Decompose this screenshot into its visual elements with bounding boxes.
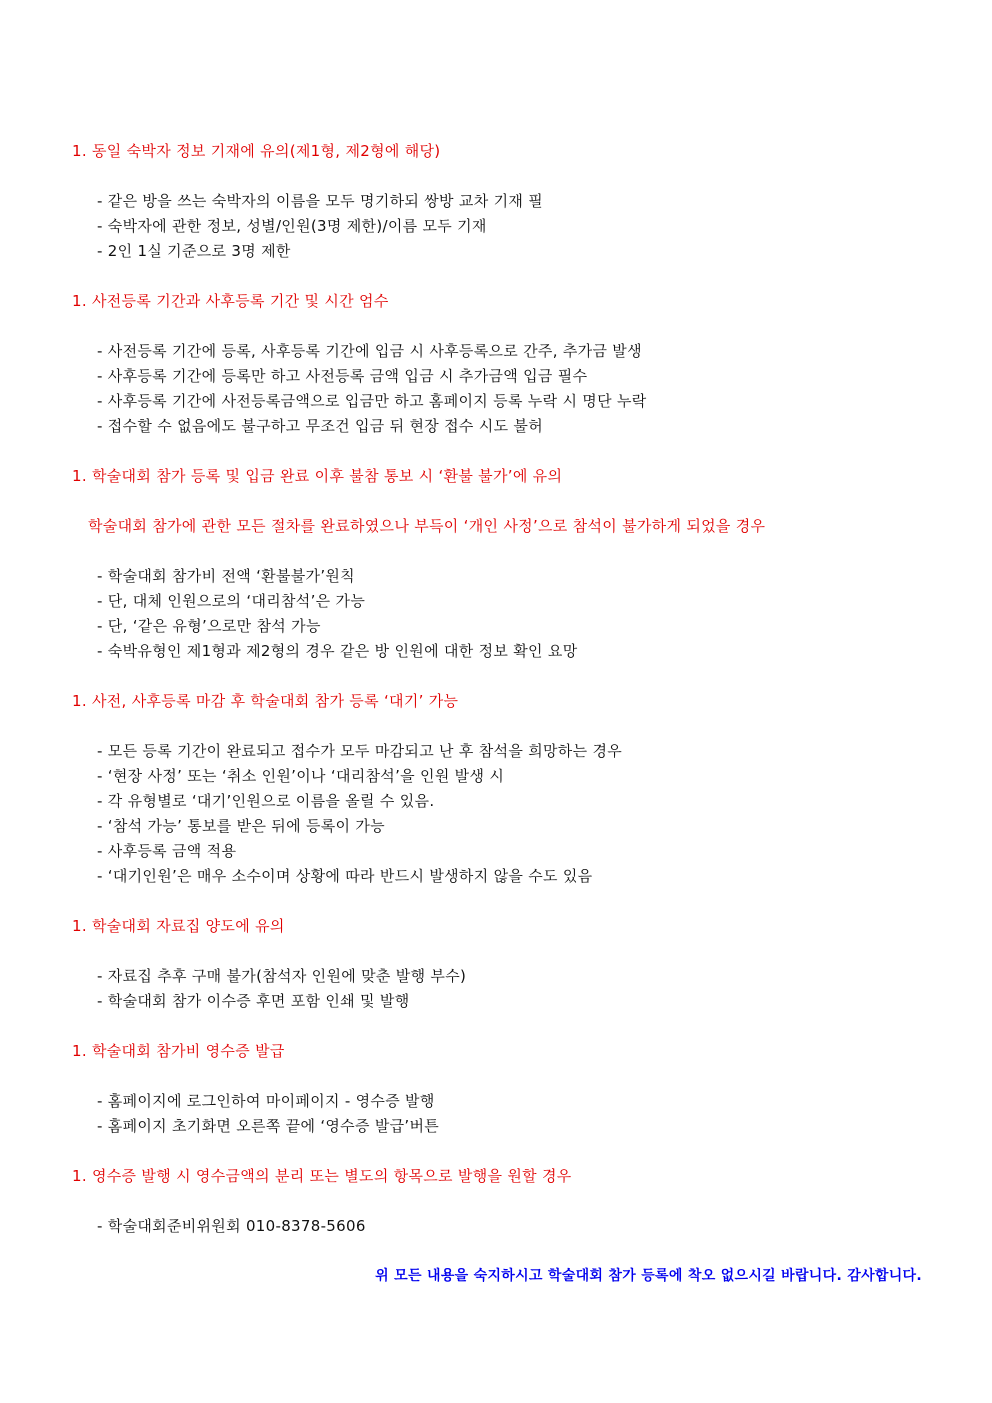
section-heading-2: 1. 사전등록 기간과 사후등록 기간 및 시간 엄수: [72, 292, 389, 310]
list-item: - 단, 대체 인원으로의 ‘대리참석’은 가능: [97, 592, 366, 610]
list-item: - ‘대기인원’은 매우 소수이며 상황에 따라 반드시 발생하지 않을 수도 있음: [97, 867, 593, 885]
list-item: - 사후등록 기간에 사전등록금액으로 입금만 하고 홈페이지 등록 누락 시 명단 누락: [97, 392, 647, 410]
list-item: - 학술대회준비위원회 010-8378-5606: [97, 1217, 366, 1235]
list-item: - ‘현장 사정’ 또는 ‘취소 인원’이나 ‘대리참석’을 인원 발생 시: [97, 767, 505, 785]
section-heading-1: 1. 동일 숙박자 정보 기재에 유의(제1형, 제2형에 해당): [72, 142, 441, 160]
list-item: - 사후등록 기간에 등록만 하고 사전등록 금액 입금 시 추가금액 입금 필수: [97, 367, 588, 385]
section-note: 학술대회 참가에 관한 모든 절차를 완료하였으나 부득이 ‘개인 사정’으로 참석이 불가하게 되었을 경우: [88, 517, 766, 535]
closing-message: 위 모든 내용을 숙지하시고 학술대회 참가 등록에 착오 없으시길 바랍니다. 감사합니다.: [375, 1268, 922, 1284]
section-heading-7: 1. 영수증 발행 시 영수금액의 분리 또는 별도의 항목으로 발행을 원할 경우: [72, 1167, 572, 1185]
list-item: - 접수할 수 없음에도 불구하고 무조건 입금 뒤 현장 접수 시도 불허: [97, 417, 544, 435]
section-heading-5: 1. 학술대회 자료집 양도에 유의: [72, 917, 285, 935]
list-item: - 홈페이지 초기화면 오른쪽 끝에 ‘영수증 발급’버튼: [97, 1117, 440, 1135]
section-heading-3: 1. 학술대회 참가 등록 및 입금 완료 이후 불참 통보 시 ‘환불 불가’에 유의: [72, 467, 563, 485]
list-item: - 숙박유형인 제1형과 제2형의 경우 같은 방 인원에 대한 정보 확인 요망: [97, 642, 578, 660]
list-item: - ‘참석 가능’ 통보를 받은 뒤에 등록이 가능: [97, 817, 385, 835]
list-item: - 같은 방을 쓰는 숙박자의 이름을 모두 명기하되 쌍방 교차 기재 필: [97, 192, 544, 210]
list-item: - 사전등록 기간에 등록, 사후등록 기간에 입금 시 사후등록으로 간주, 추가금 발생: [97, 342, 642, 360]
list-item: - 홈페이지에 로그인하여 마이페이지 - 영수증 발행: [97, 1092, 435, 1110]
section-heading-4: 1. 사전, 사후등록 마감 후 학술대회 참가 등록 ‘대기’ 가능: [72, 692, 459, 710]
list-item: - 단, ‘같은 유형’으로만 참석 가능: [97, 617, 321, 635]
list-item: - 숙박자에 관한 정보, 성별/인원(3명 제한)/이름 모두 기재: [97, 217, 487, 235]
list-item: - 모든 등록 기간이 완료되고 접수가 모두 마감되고 난 후 참석을 희망하는 경우: [97, 742, 623, 760]
section-heading-6: 1. 학술대회 참가비 영수증 발급: [72, 1042, 285, 1060]
list-item: - 2인 1실 기준으로 3명 제한: [97, 242, 291, 260]
list-item: - 사후등록 금액 적용: [97, 842, 237, 860]
list-item: - 학술대회 참가비 전액 ‘환불불가’원칙: [97, 567, 355, 585]
list-item: - 각 유형별로 ‘대기’인원으로 이름을 올릴 수 있음.: [97, 792, 435, 810]
list-item: - 학술대회 참가 이수증 후면 포함 인쇄 및 발행: [97, 992, 410, 1010]
list-item: - 자료집 추후 구매 불가(참석자 인원에 맞춘 발행 부수): [97, 967, 467, 985]
